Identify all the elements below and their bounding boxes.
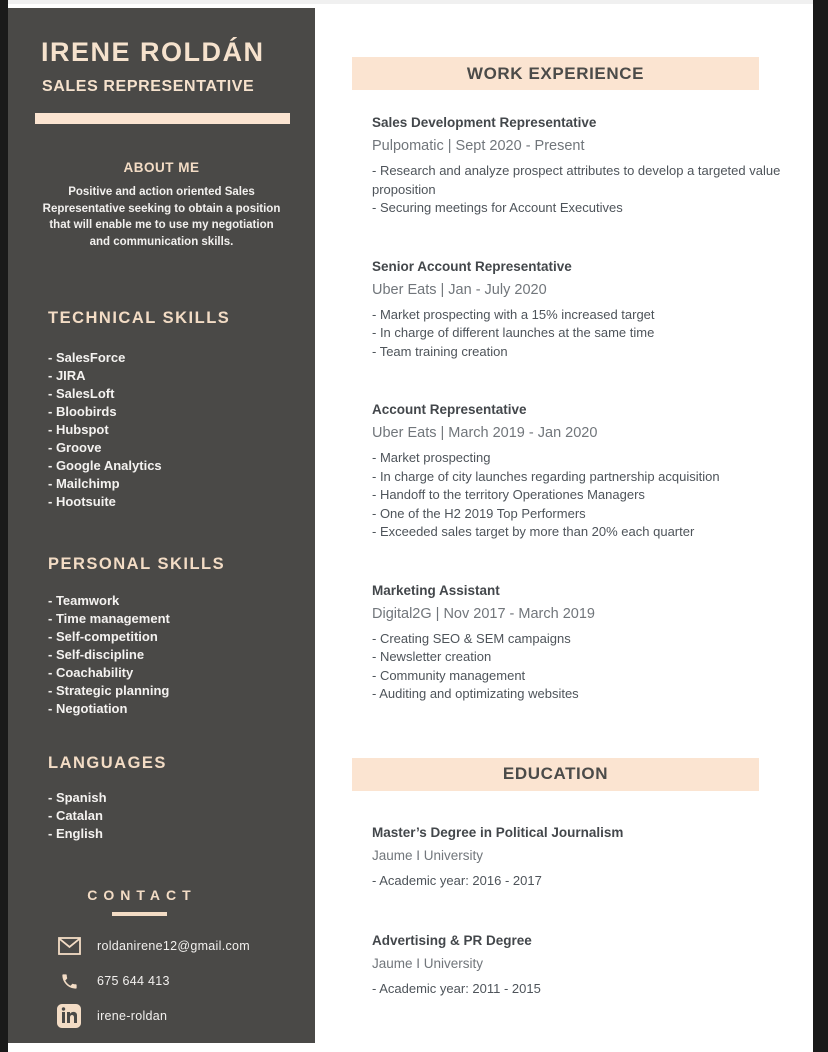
job-entry bbox=[372, 582, 797, 704]
contact-rows bbox=[8, 934, 270, 1028]
skill-item: - Self-competition bbox=[48, 629, 158, 644]
job-entry bbox=[372, 258, 797, 362]
job-bullet: - Newsletter creation bbox=[372, 649, 492, 664]
education-title: Advertising & PR Degree bbox=[372, 932, 532, 948]
education-detail: - Academic year: 2011 - 2015 bbox=[372, 980, 541, 996]
skill-item: - Negotiation bbox=[48, 701, 128, 716]
job-bullets bbox=[372, 449, 797, 542]
languages-list bbox=[48, 789, 315, 843]
languages-section bbox=[8, 753, 315, 843]
job-bullet: - One of the H2 2019 Top Performers bbox=[372, 505, 586, 521]
education-school: Jaume I University bbox=[372, 955, 484, 971]
contact-phone-row bbox=[57, 969, 270, 993]
contact-phone-value: 675 644 413 bbox=[97, 974, 170, 988]
job-meta: Uber Eats | Jan - July 2020 bbox=[372, 281, 547, 298]
education-heading: EDUCATION bbox=[502, 764, 609, 783]
job-bullets bbox=[372, 630, 797, 704]
job-meta: Pulpomatic | Sept 2020 - Present bbox=[372, 138, 585, 154]
job-bullet: - In charge of different launches at the same time bbox=[372, 325, 655, 340]
skill-item: - Teamwork bbox=[48, 593, 120, 608]
education-detail: - Academic year: 2016 - 2017 bbox=[372, 872, 542, 888]
job-bullet: - In charge of city launches regarding partnership acquisition bbox=[372, 468, 720, 484]
education-header-bar bbox=[352, 758, 759, 791]
personal-skills-list bbox=[48, 592, 315, 718]
skill-item: - SalesForce bbox=[48, 350, 126, 365]
job-title: Senior Account Representative bbox=[372, 258, 572, 274]
job-bullets bbox=[372, 162, 797, 218]
personal-skills-section bbox=[8, 554, 315, 718]
contact-section bbox=[8, 887, 270, 1028]
education-entry bbox=[372, 932, 797, 997]
contact-linkedin-row bbox=[57, 1004, 270, 1028]
education-entry bbox=[372, 824, 797, 889]
skill-item: - Hubspot bbox=[48, 422, 109, 437]
job-title: Sales Development Representative bbox=[372, 115, 597, 130]
technical-skills-section bbox=[8, 308, 315, 511]
job-bullet: - Handoff to the territory Operationes Managers bbox=[372, 487, 645, 502]
skill-item: - Bloobirds bbox=[48, 404, 117, 419]
person-name: IRENE ROLDÁN bbox=[41, 37, 265, 67]
job-bullet: - Community management bbox=[372, 667, 526, 683]
contact-email-row bbox=[57, 934, 270, 958]
language-item: - Catalan bbox=[48, 808, 103, 823]
contact-email-value: roldanirene12@gmail.com bbox=[97, 939, 250, 953]
job-bullets bbox=[372, 306, 797, 362]
about-heading: ABOUT ME bbox=[123, 160, 200, 175]
about-text: Positive and action oriented Sales Representative seeking to obtain a position that will enable me to use my negotiation and communication skills. bbox=[42, 186, 281, 248]
contact-linkedin-value: irene-roldan bbox=[97, 1009, 168, 1023]
language-item: - English bbox=[48, 826, 103, 841]
work-experience-heading: WORK EXPERIENCE bbox=[466, 63, 645, 83]
job-bullet: - Market prospecting bbox=[372, 450, 491, 465]
job-meta: Uber Eats | March 2019 - Jan 2020 bbox=[372, 425, 598, 441]
skill-item: - Hootsuite bbox=[48, 494, 116, 509]
skill-item: - Self-discipline bbox=[48, 647, 145, 662]
language-item: - Spanish bbox=[48, 790, 107, 805]
sidebar bbox=[8, 8, 315, 1043]
skill-item: - Mailchimp bbox=[48, 476, 120, 491]
skill-item: - Google Analytics bbox=[48, 458, 162, 473]
email-icon bbox=[57, 934, 81, 958]
job-bullet: - Research and analyze prospect attributes to develop a targeted value proposition bbox=[372, 163, 781, 197]
skill-item: - Strategic planning bbox=[48, 683, 170, 698]
skill-item: - Groove bbox=[48, 440, 102, 455]
linkedin-icon bbox=[57, 1004, 81, 1028]
job-entry bbox=[372, 114, 797, 218]
main-column bbox=[315, 0, 813, 997]
job-entry bbox=[372, 401, 797, 542]
education-school: Jaume I University bbox=[372, 847, 484, 863]
skill-item: - JIRA bbox=[48, 368, 86, 383]
skill-item: - Time management bbox=[48, 611, 170, 626]
technical-skills-heading: TECHNICAL SKILLS bbox=[48, 309, 231, 327]
job-bullet: - Auditing and optimizating websites bbox=[372, 686, 579, 701]
job-title: Account Representative bbox=[372, 402, 527, 417]
skill-item: - SalesLoft bbox=[48, 386, 115, 401]
accent-bar bbox=[35, 113, 290, 124]
job-bullet: - Team training creation bbox=[372, 343, 508, 359]
about-section bbox=[8, 160, 315, 250]
technical-skills-list bbox=[48, 349, 315, 511]
job-bullet: - Market prospecting with a 15% increased target bbox=[372, 306, 655, 322]
job-bullet: - Creating SEO & SEM campaigns bbox=[372, 630, 571, 646]
viewer-edge-right bbox=[813, 0, 828, 1052]
contact-heading: CONTACT bbox=[87, 887, 197, 903]
job-bullet: - Securing meetings for Account Executives bbox=[372, 200, 623, 215]
job-bullet: - Exceeded sales target by more than 20% each quarter bbox=[372, 524, 695, 539]
languages-heading: LANGUAGES bbox=[48, 754, 167, 772]
work-experience-header-bar bbox=[352, 57, 759, 90]
personal-skills-heading: PERSONAL SKILLS bbox=[48, 555, 226, 573]
education-title: Master’s Degree in Political Journalism bbox=[372, 824, 624, 840]
job-meta: Digital2G | Nov 2017 - March 2019 bbox=[372, 605, 595, 622]
job-title: Marketing Assistant bbox=[372, 582, 500, 598]
phone-icon bbox=[57, 969, 81, 993]
skill-item: - Coachability bbox=[48, 665, 134, 680]
viewer-edge-left bbox=[0, 0, 8, 1052]
person-role: SALES REPRESENTATIVE bbox=[42, 78, 255, 95]
contact-underline bbox=[112, 912, 167, 916]
